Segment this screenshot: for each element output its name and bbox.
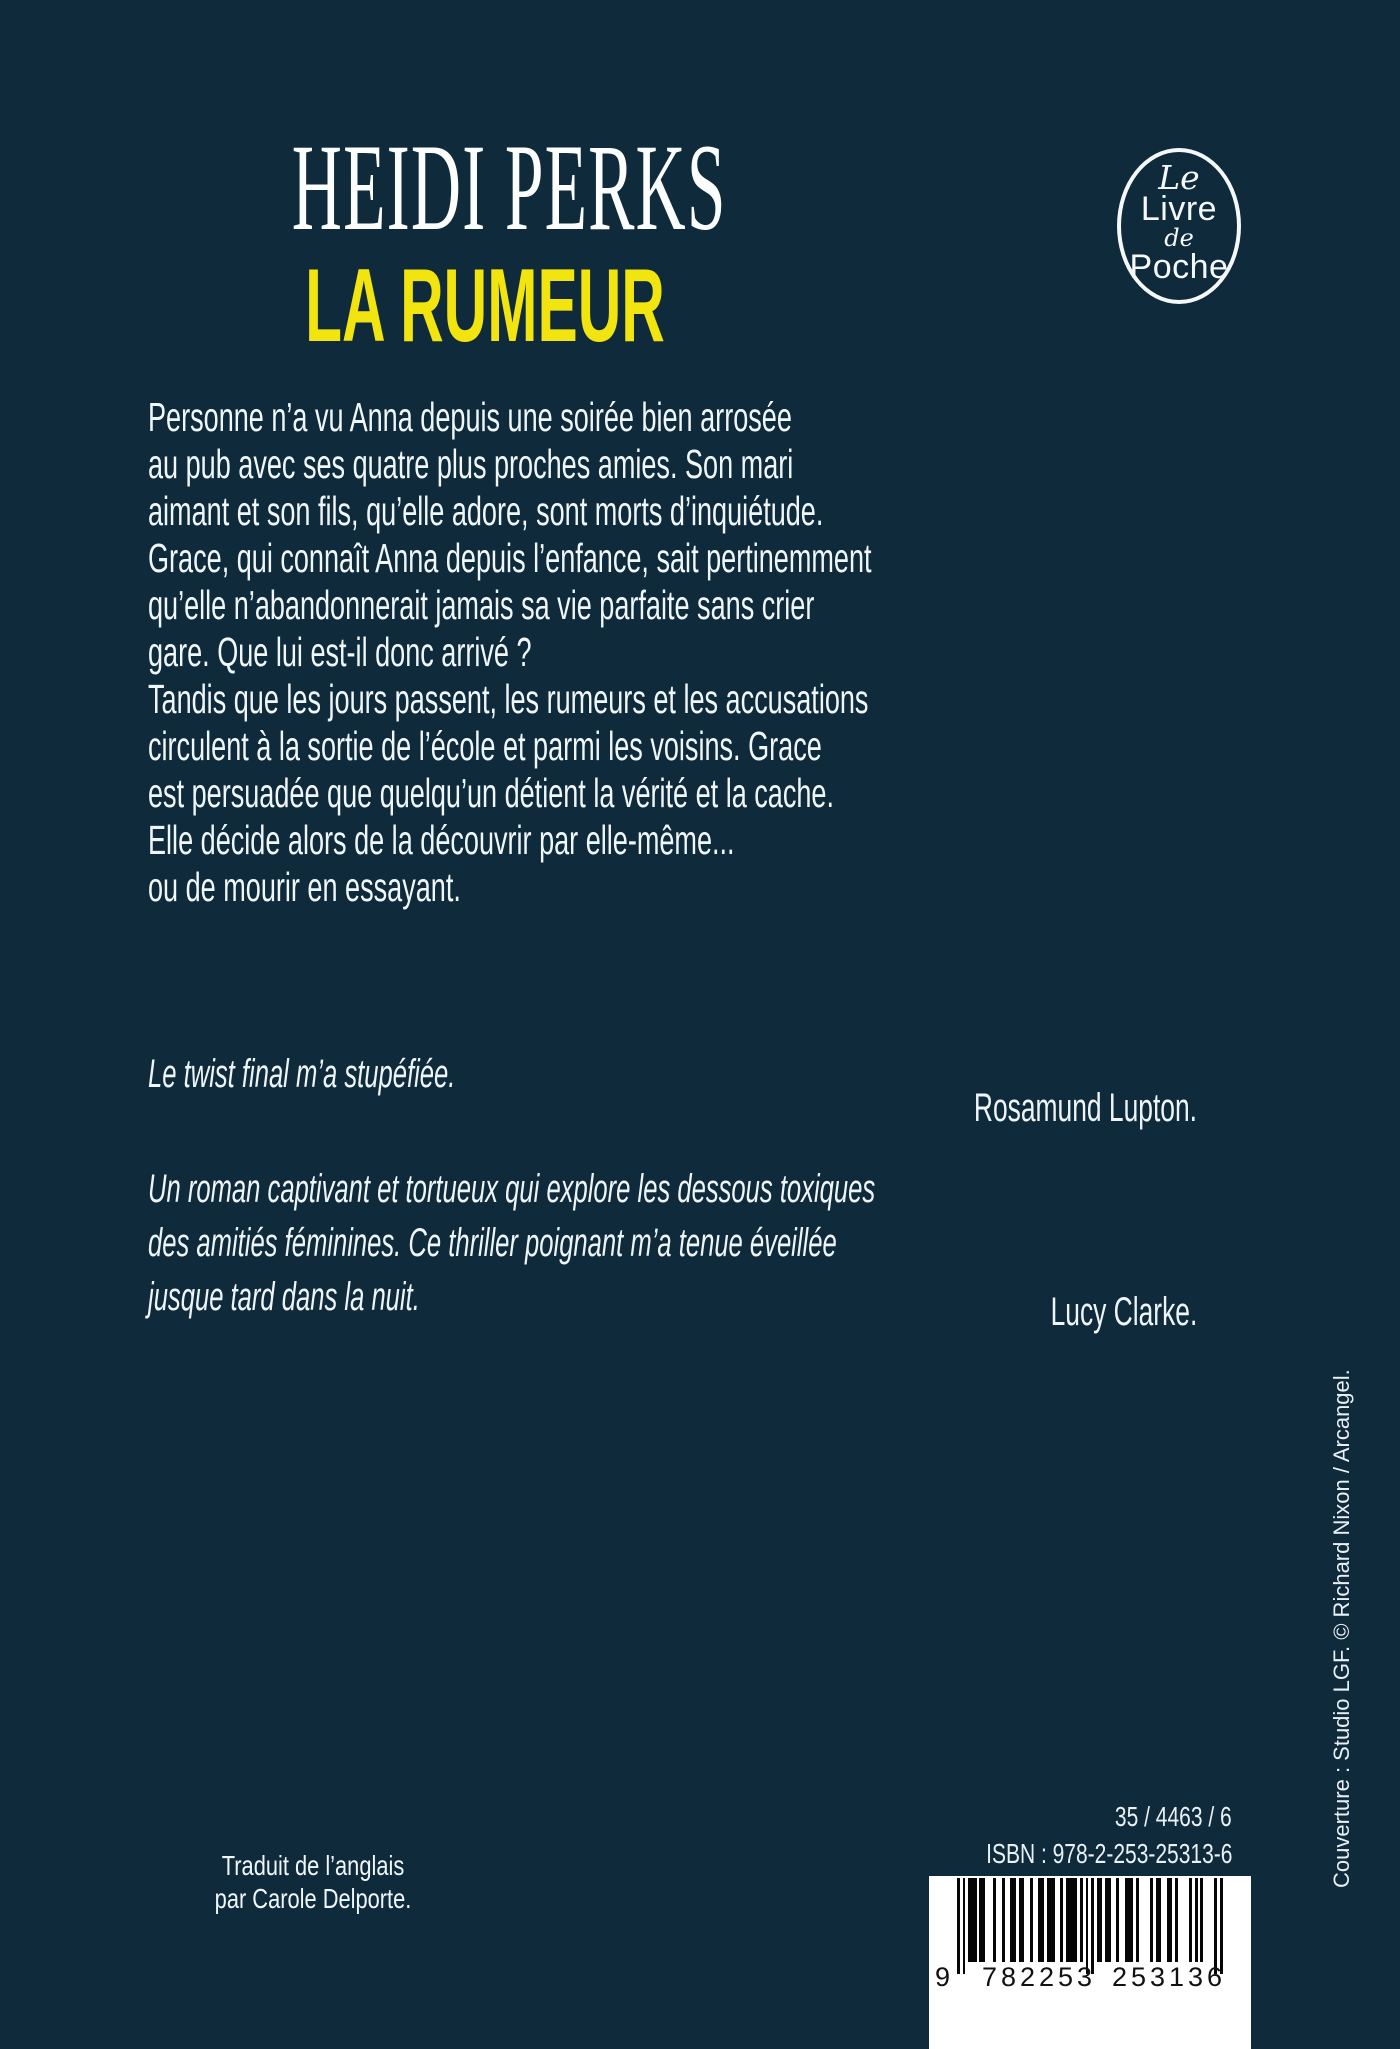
synopsis-line: Elle décide alors de la découvrir par elle-même... [148,817,735,863]
barcode-bars [957,1878,1223,1974]
synopsis-line: gare. Que lui est-il donc arrivé ? [148,629,532,675]
isbn-number: ISBN : 978-2-253-25313-6 [985,1838,1232,1869]
serial-number: 35 / 4463 / 6 [1115,1801,1232,1832]
quote-text: des amitiés féminines. Ce thriller poignant m’a tenue éveillée [148,1221,837,1265]
barcode-digits [929,1962,1251,1992]
translator-line: par Carole Delporte. [214,1883,412,1914]
barcode [929,1876,1251,2049]
synopsis-line: est persuadée que quelqu’un détient la vérité et la cache. [148,770,835,816]
synopsis-line: circulent à la sortie de l’école et parmi les voisins. Grace [148,723,822,769]
synopsis-line: aimant et son fils, qu’elle adore, sont morts d’inquiétude. [148,488,824,534]
translator-line: Traduit de l’anglais [221,1850,405,1881]
barcode-digit-first: 9 [935,1962,951,1992]
review-quote-1 [148,1047,980,1101]
translator-credit [143,1849,483,1915]
livre-de-poche-logo [1117,148,1241,304]
review-quote-2 [148,1162,980,1324]
barcode-digit-group-2: 253136 [1111,1962,1227,1992]
cover-photo-credit: Couverture : Studio LGF. © Richard Nixon / Arcangel. [1329,1369,1354,1888]
synopsis-line: Tandis que les jours passent, les rumeurs et les accusations [148,676,869,722]
quote-2-attribution: Lucy Clarke. [1050,1290,1197,1334]
logo-livre: Livre [1140,190,1218,228]
barcode-digit-group-1: 782253 [981,1962,1097,1992]
quote-text: Un roman captivant et tortueux qui explore les dessous toxiques [148,1167,876,1211]
synopsis-line: au pub avec ses quatre plus proches amies. Son mari [148,441,794,487]
synopsis-line: ou de mourir en essayant. [148,864,461,910]
logo-le: Le [1158,158,1200,197]
book-title: LA RUMEUR [305,248,665,364]
logo-poche: Poche [1129,248,1229,286]
synopsis-line: Personne n’a vu Anna depuis une soirée bien arrosée [148,394,792,440]
synopsis-line: Grace, qui connaît Anna depuis l’enfance, sait pertinemment [148,535,872,581]
author-name: HEIDI PERKS [291,119,727,256]
synopsis-paragraph [148,394,953,911]
logo-de: de [1164,224,1194,252]
quote-text: Le twist final m’a stupéfiée. [148,1052,456,1096]
quote-text: jusque tard dans la nuit. [148,1275,420,1319]
synopsis-line: qu’elle n’abandonnerait jamais sa vie parfaite sans crier [148,582,815,628]
quote-1-attribution: Rosamund Lupton. [973,1086,1197,1130]
